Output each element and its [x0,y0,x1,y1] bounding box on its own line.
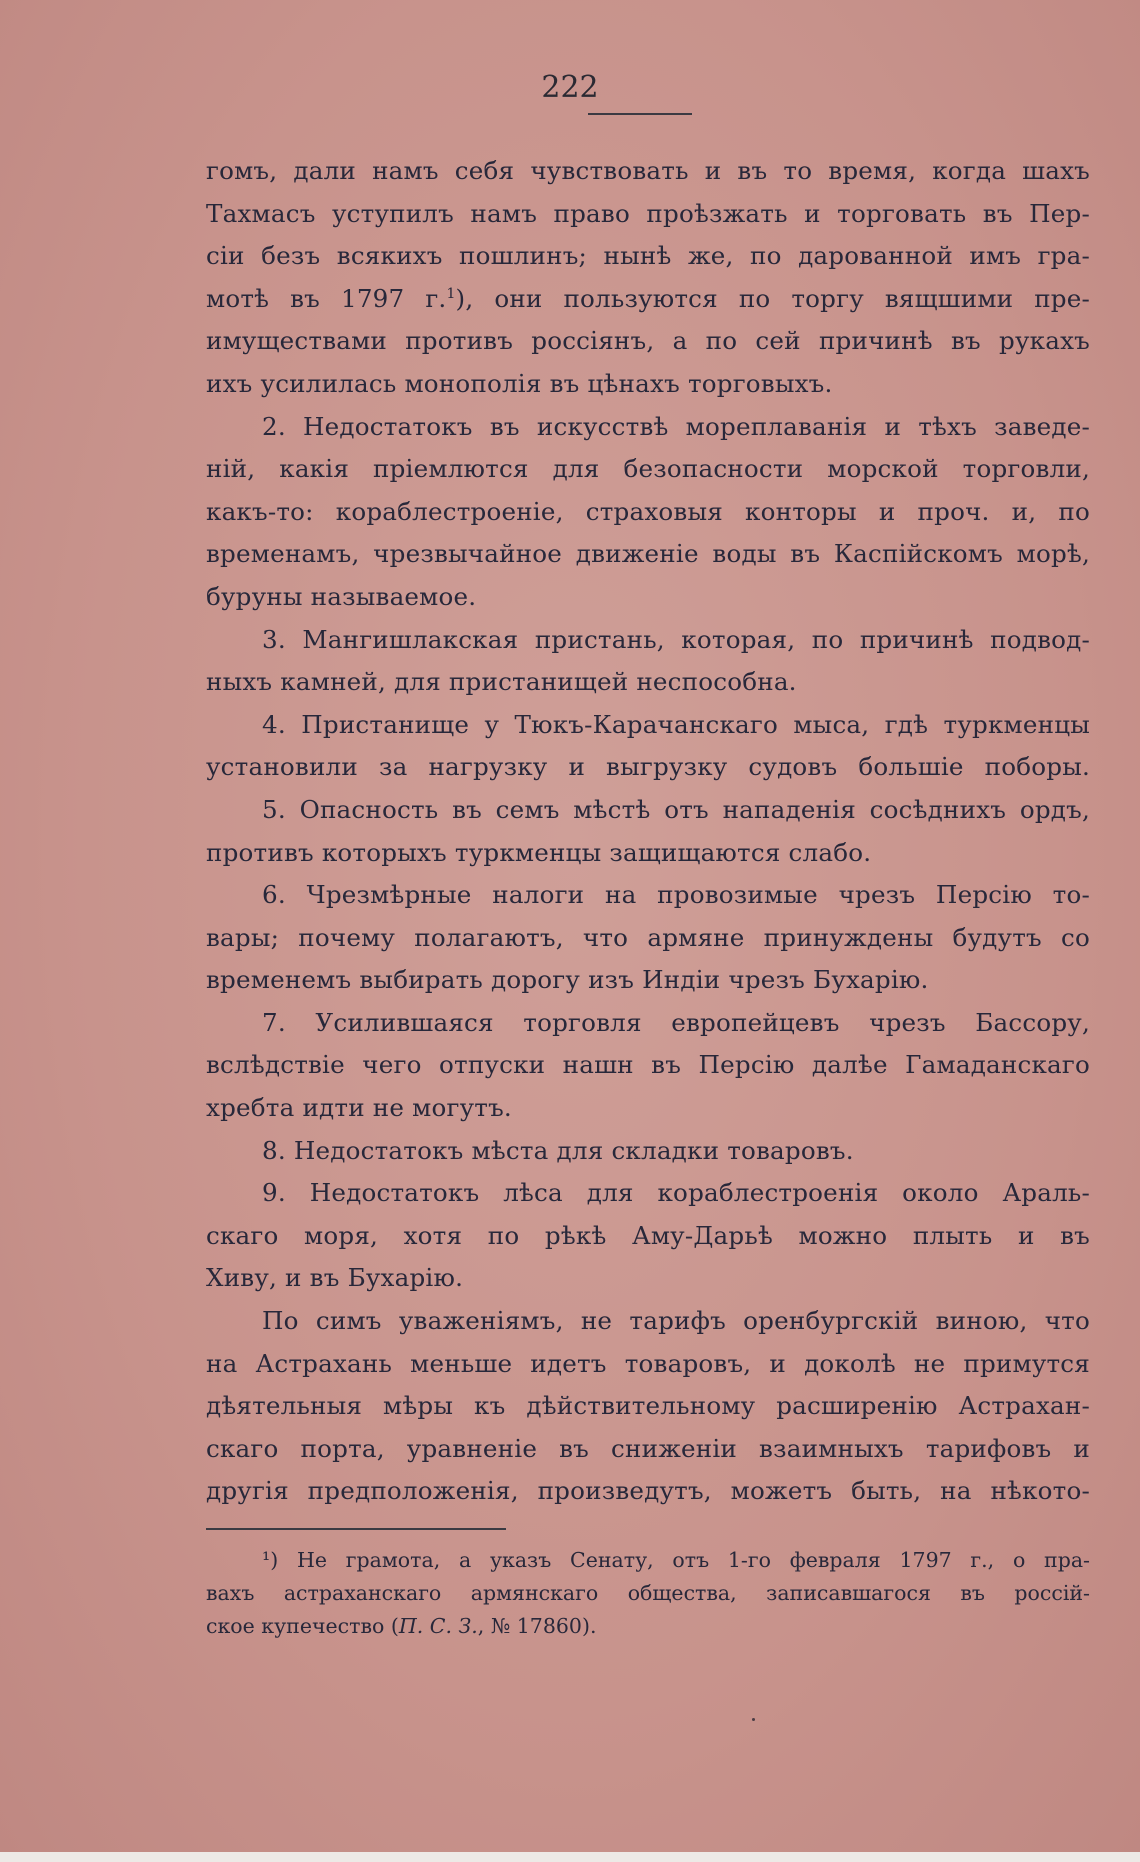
citation-abbreviation: П. С. З. [398,1614,478,1638]
text-fragment: ское купечество ( [206,1614,399,1638]
text-line: скаго моря, хотя по рѣкѣ Аму-Дарьѣ можно плыть и въ [206,1220,1090,1250]
text-line: дѣятельныя мѣры къ дѣйствительному расширенію Астрахан- [206,1391,1090,1421]
text-line: Хиву, и въ Бухарію. [206,1263,464,1293]
text-line: 4. Пристанище у Тюкъ-Карачанскаго мыса, гдѣ туркменцы [262,709,1090,739]
text-line: гомъ, дали намъ себя чувствовать и въ то время, когда шахъ [206,156,1090,185]
text-fragment: , № 17860). [477,1614,597,1638]
text-line: 8. Недостатокъ мѣста для складки товаровъ. [262,1135,854,1165]
text-line: другія предположенія, произведутъ, можетъ быть, на нѣкото- [206,1476,1090,1506]
text-fragment: ), они пользуются по торгу вящшими пре- [455,283,1090,313]
text-line: буруны называемое. [206,581,477,611]
footnote-line: вахъ астраханскаго армянскаго общества, записавшагося въ россій- [206,1581,1090,1605]
body-text [206,150,1090,1513]
text-line: хребта идти не могутъ. [206,1093,512,1123]
footnote-separator [206,1528,506,1530]
footnote [206,1544,1090,1643]
text-line: 7. Усилившаяся торговля европейцевъ чрезъ Бассору, [262,1007,1090,1037]
text-line: 5. Опасность въ семъ мѣстѣ отъ нападенія сосѣднихъ ордъ, [262,794,1090,824]
text-fragment: Не грамота, а указъ Сенату, отъ 1-го февраля 1797 г., о пра- [296,1548,1090,1572]
text-line: Тахмасъ уступилъ намъ право проѣзжать и торговать въ Пер- [206,198,1090,228]
text-line: сіи безъ всякихъ пошлинъ; нынѣ же, по дарованной имъ гра- [206,241,1090,271]
page-number: 222 [541,70,599,105]
paper-speck [752,1718,755,1721]
text-line: 9. Недостатокъ лѣса для кораблестроенія около Араль- [262,1178,1090,1208]
text-line: имуществами противъ россіянъ, а по сей причинѣ въ рукахъ [206,326,1090,356]
text-line: временемъ выбирать дорогу изъ Индіи чрезъ Бухарію. [206,965,929,995]
text-line: установили за нагрузку и выгрузку судовъ большіе поборы. [206,752,1090,782]
text-line: 6. Чрезмѣрные налоги на провозимые чрезъ Персію то- [262,880,1090,910]
scan-edge [0,1852,1140,1862]
text-line: 2. Недостатокъ въ искусствѣ мореплаванія и тѣхъ заведе- [262,411,1090,441]
text-fragment: мотѣ въ 1797 г. [206,283,447,313]
text-line: какъ-то: кораблестроеніе, страховыя конторы и проч. и, по [206,496,1090,526]
text-line: скаго порта, уравненіе въ сниженіи взаимныхъ тарифовъ и [206,1433,1090,1463]
text-line: вслѣдствіе чего отпуски нашн въ Персію далѣе Гамаданскаго [206,1050,1090,1080]
text-line: вары; почему полагаютъ, что армяне принуждены будутъ со [206,922,1090,952]
text-line: временамъ, чрезвычайное движеніе воды въ Каспійскомъ морѣ, [206,539,1090,569]
text-line: По симъ уваженіямъ, не тарифъ оренбургскій виною, что [262,1306,1090,1336]
page-number-underline [588,113,692,115]
footnote-marker: ¹) [262,1548,279,1572]
text-line: ныхъ камней, для пристанищей неспособна. [206,667,797,697]
text-line: противъ которыхъ туркменцы защищаются слабо. [206,837,872,867]
footnote-line [206,1610,1090,1643]
text-line: ній, какія пріемлются для безопасности морской торговли, [206,454,1090,484]
text-line: 3. Мангишлакская пристань, которая, по причинѣ подвод- [262,624,1090,654]
text-line: на Астрахань меньше идетъ товаровъ, и доколѣ не примутся [206,1348,1090,1378]
text-line [206,278,1090,321]
text-line: ихъ усилилась монополія въ цѣнахъ торговыхъ. [206,368,833,398]
footnote-line [206,1544,1090,1577]
footnote-reference: 1 [446,285,456,302]
